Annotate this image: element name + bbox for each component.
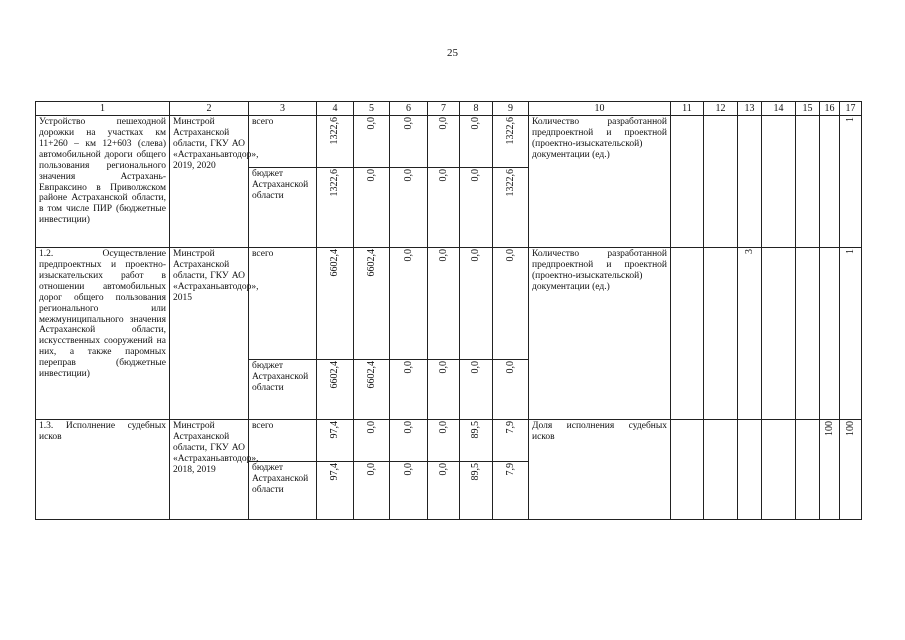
funding-label: бюджет Астраханской области [249,360,317,420]
funding-value: 0,0 [402,117,414,130]
funding-value: 7,9 [504,463,516,476]
funding-value: 0,0 [437,361,449,374]
funding-value: 0,0 [437,421,449,434]
header-cell: 15 [796,102,820,116]
funding-value: 1322,6 [504,169,516,197]
funding-value: 0,0 [504,249,516,262]
funding-label: бюджет Астраханской области [249,168,317,248]
measure-name: Устройство пешеходной дорожки на участках км 11+260 – км 12+603 (слева) автомобильной дороги общего пользования регионального значения Астрахань-Евпраксино в Приволжском районе Астраханской области, в том числе ПИР (бюджетные инвестиции) [36,116,170,248]
header-cell: 9 [493,102,529,116]
header-cell: 10 [529,102,671,116]
funding-value: 97,4 [329,463,341,481]
header-cell: 17 [840,102,862,116]
header-row [36,102,862,116]
funding-value: 0,0 [437,169,449,182]
indicator-value: 1 [844,117,856,122]
funding-value: 0,0 [402,361,414,374]
funding-value: 0,0 [365,421,377,434]
table-row [36,248,862,360]
header-cell: 11 [671,102,704,116]
funding-value: 0,0 [365,169,377,182]
indicator: Количество разработанной предпроектной и проектной (проектно-изыскательской) документации (ед.) [529,248,671,420]
funding-value: 0,0 [437,117,449,130]
funding-label: бюджет Астраханской области [249,462,317,520]
funding-value: 6602,4 [365,361,377,389]
funding-value: 0,0 [437,249,449,262]
header-cell: 16 [820,102,840,116]
header-cell: 2 [170,102,249,116]
funding-value: 0,0 [470,249,482,262]
funding-value: 6602,4 [365,249,377,277]
header-cell: 3 [249,102,317,116]
measure-name: 1.3. Исполнение судебных исков [36,420,170,520]
table-row [36,116,862,168]
funding-value: 0,0 [504,361,516,374]
header-cell: 4 [317,102,354,116]
funding-value: 0,0 [437,463,449,476]
funding-value: 0,0 [365,463,377,476]
table-row [36,420,862,462]
funding-label: всего [249,420,317,462]
funding-value: 0,0 [470,361,482,374]
funding-value: 89,5 [470,463,482,481]
funding-value: 0,0 [402,421,414,434]
funding-value: 97,4 [329,421,341,439]
header-cell: 14 [762,102,796,116]
header-cell: 7 [428,102,460,116]
program-table [35,101,862,520]
indicator-value: 1 [844,249,856,254]
header-cell: 6 [390,102,428,116]
header-cell: 13 [738,102,762,116]
funding-value: 89,5 [470,421,482,439]
executor: Минстрой Астраханской области, ГКУ АО «Астраханьавтодор», 2018, 2019 [170,420,249,520]
indicator: Доля исполнения судебных исков [529,420,671,520]
indicator-value: 3 [743,249,755,254]
funding-value: 0,0 [470,117,482,130]
header-cell: 8 [460,102,493,116]
header-cell: 1 [36,102,170,116]
funding-value: 0,0 [402,169,414,182]
funding-value: 7,9 [504,421,516,434]
funding-value: 1322,6 [329,169,341,197]
funding-value: 0,0 [365,117,377,130]
measure-name: 1.2. Осуществление предпроектных и проектно-изыскательских работ в отношении автомобильных дорог общего пользования регионального или межмуниципального значения Астраханской области, искусственных сооружений на них, а также паромных переправ (бюджетные инвестиции) [36,248,170,420]
page-number: 25 [447,47,458,59]
funding-value: 0,0 [402,463,414,476]
indicator-value: 100 [823,421,835,436]
executor: Минстрой Астраханской области, ГКУ АО «Астраханьавтодор», 2019, 2020 [170,116,249,248]
funding-label: всего [249,116,317,168]
funding-value: 0,0 [402,249,414,262]
header-cell: 12 [704,102,738,116]
funding-value: 6602,4 [329,361,341,389]
funding-value: 0,0 [470,169,482,182]
funding-value: 6602,4 [329,249,341,277]
indicator: Количество разработанной предпроектной и проектной (проектно-изыскательской) документации (ед.) [529,116,671,248]
header-cell: 5 [354,102,390,116]
funding-value: 1322,6 [329,117,341,145]
executor: Минстрой Астраханской области, ГКУ АО «Астраханьавтодор», 2015 [170,248,249,420]
funding-value: 1322,6 [504,117,516,145]
funding-label: всего [249,248,317,360]
indicator-value: 100 [844,421,856,436]
